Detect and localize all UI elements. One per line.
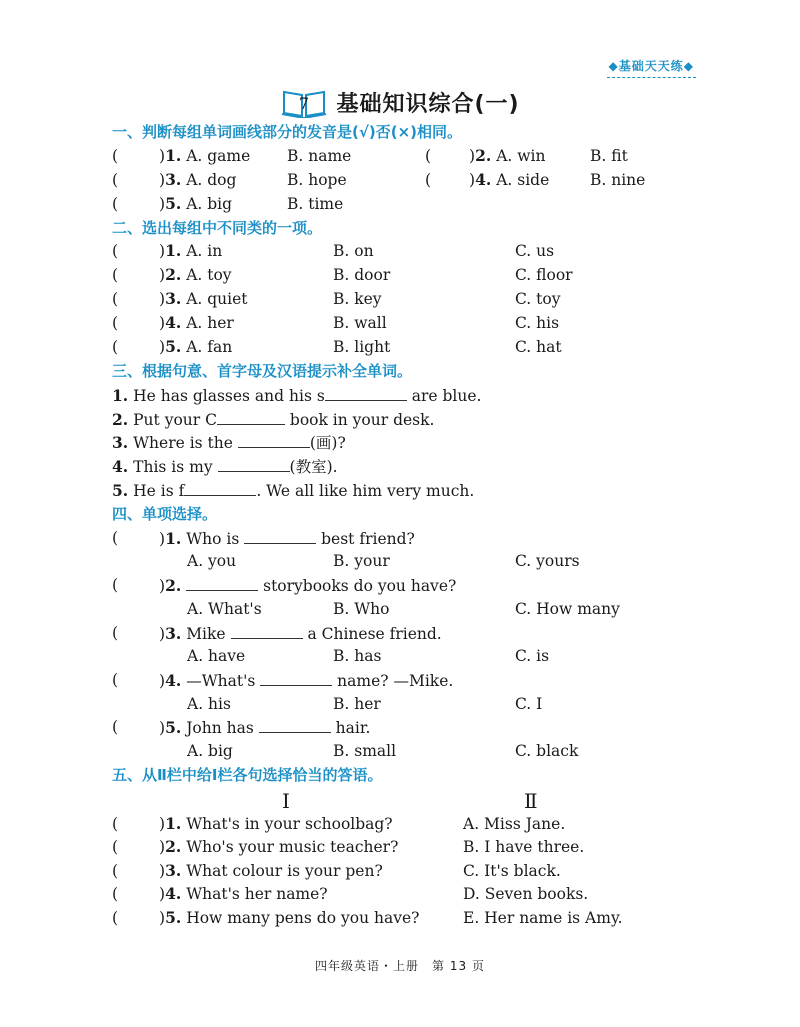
s5-row-4: ( )4. What's her name? D. Seven books. xyxy=(112,884,589,903)
fill-blank[interactable] xyxy=(238,431,310,448)
s1-item-3-b: B. hope xyxy=(287,171,347,189)
s3-item-4: 4. This is my (教室). xyxy=(112,457,338,476)
s4-item-2-options xyxy=(0,598,800,620)
option-a[interactable]: A. you xyxy=(187,552,237,570)
option-c[interactable]: C. yours xyxy=(515,552,580,570)
s1-item-1: )1. A. game xyxy=(159,146,251,165)
option-a[interactable]: A. big xyxy=(187,742,233,760)
page-tag: ◆基础天天练◆ xyxy=(607,57,696,78)
s1-item-5: )5. A. big xyxy=(159,194,233,213)
s1-row-3 xyxy=(0,193,800,215)
option-a[interactable]: A. What's xyxy=(187,600,262,618)
section-2-heading: 二、选出每组中不同类的一项。 xyxy=(112,219,323,237)
s1-item-4-b: B. nine xyxy=(590,171,646,189)
section-3-heading: 三、根据句意、首字母及汉语提示补全单词。 xyxy=(112,362,413,380)
s3-item-2: 2. Put your C book in your desk. xyxy=(112,410,435,429)
option-c[interactable]: C. I xyxy=(515,695,543,713)
s5-row-5: ( )5. How many pens do you have? E. Her name is Amy. xyxy=(112,908,623,927)
s1-row-2 xyxy=(0,169,800,191)
option-b[interactable]: B. her xyxy=(333,695,381,713)
answer-paren-open: ( xyxy=(112,147,119,165)
s4-item-3-options xyxy=(0,645,800,667)
section-5-heading: 五、从Ⅱ栏中给Ⅰ栏各句选择恰当的答语。 xyxy=(112,766,383,784)
s1-item-4: )4. A. side xyxy=(469,170,550,189)
s4-item-5-options xyxy=(0,740,800,762)
option-b[interactable]: B. small xyxy=(333,742,397,760)
option-b[interactable]: B. your xyxy=(333,552,390,570)
s3-item-3: 3. Where is the (画)? xyxy=(112,433,346,452)
s2-row-4: ( )4. A. her B. wall C. his xyxy=(112,313,560,332)
open-book-icon xyxy=(280,86,328,118)
s4-item-4-options xyxy=(0,693,800,715)
fill-blank[interactable] xyxy=(259,716,331,733)
answer-paren-open: ( xyxy=(425,171,432,189)
option-b[interactable]: B. has xyxy=(333,647,382,665)
option-b[interactable]: B. Who xyxy=(333,600,390,618)
lesson-number: 7 xyxy=(299,94,310,113)
column-1-header: Ⅰ xyxy=(282,789,290,813)
option-a[interactable]: A. his xyxy=(187,695,231,713)
section-1-heading: 一、判断每组单词画线部分的发音是(√)否(×)相同。 xyxy=(112,123,462,141)
s4-item-4: ( )4. —What's name? —Mike. xyxy=(112,671,454,690)
s1-item-2: )2. A. win xyxy=(469,146,546,165)
s2-row-2: ( )2. A. toy B. door C. floor xyxy=(112,265,573,284)
fill-blank[interactable] xyxy=(217,408,285,425)
option-c[interactable]: C. black xyxy=(515,742,579,760)
option-c[interactable]: C. How many xyxy=(515,600,620,618)
fill-blank[interactable] xyxy=(244,527,316,544)
s4-item-1: ( )1. Who is best friend? xyxy=(112,529,415,548)
section-4-heading: 四、单项选择。 xyxy=(112,505,218,523)
title-text: 基础知识综合(一) xyxy=(336,91,520,117)
s4-item-1-options xyxy=(0,550,800,572)
option-c[interactable]: C. is xyxy=(515,647,550,665)
fill-blank[interactable] xyxy=(184,479,256,496)
s2-row-1: ( )1. A. in B. on C. us xyxy=(112,241,555,260)
s1-item-5-b: B. time xyxy=(287,195,344,213)
answer-paren-open: ( xyxy=(112,195,119,213)
s4-item-2: ( )2. storybooks do you have? xyxy=(112,576,457,595)
s4-item-3: ( )3. Mike a Chinese friend. xyxy=(112,624,442,643)
s1-item-3: )3. A. dog xyxy=(159,170,237,189)
fill-blank[interactable] xyxy=(325,384,407,401)
s1-item-1-b: B. name xyxy=(287,147,352,165)
fill-blank[interactable] xyxy=(218,455,290,472)
s1-row-1 xyxy=(0,145,800,167)
answer-paren-open: ( xyxy=(425,147,432,165)
fill-blank[interactable] xyxy=(260,669,332,686)
column-2-header: Ⅱ xyxy=(524,789,538,813)
s3-item-5: 5. He is f . We all like him very much. xyxy=(112,481,475,500)
s4-item-5: ( )5. John has hair. xyxy=(112,718,371,737)
s5-row-1: ( )1. What's in your schoolbag? A. Miss Jane. xyxy=(112,814,566,833)
s2-row-5: ( )5. A. fan B. light C. hat xyxy=(112,337,562,356)
page-title xyxy=(0,84,800,120)
fill-blank[interactable] xyxy=(186,574,258,591)
answer-paren-open: ( xyxy=(112,171,119,189)
s3-item-1: 1. He has glasses and his s are blue. xyxy=(112,386,482,405)
page-footer: 四年级英语・上册 第 13 页 xyxy=(315,959,485,973)
s5-row-3: ( )3. What colour is your pen? C. It's black. xyxy=(112,861,561,880)
fill-blank[interactable] xyxy=(231,622,303,639)
s2-row-3: ( )3. A. quiet B. key C. toy xyxy=(112,289,561,308)
s1-item-2-b: B. fit xyxy=(590,147,628,165)
s5-row-2: ( )2. Who's your music teacher? B. I have three. xyxy=(112,837,585,856)
option-a[interactable]: A. have xyxy=(187,647,246,665)
